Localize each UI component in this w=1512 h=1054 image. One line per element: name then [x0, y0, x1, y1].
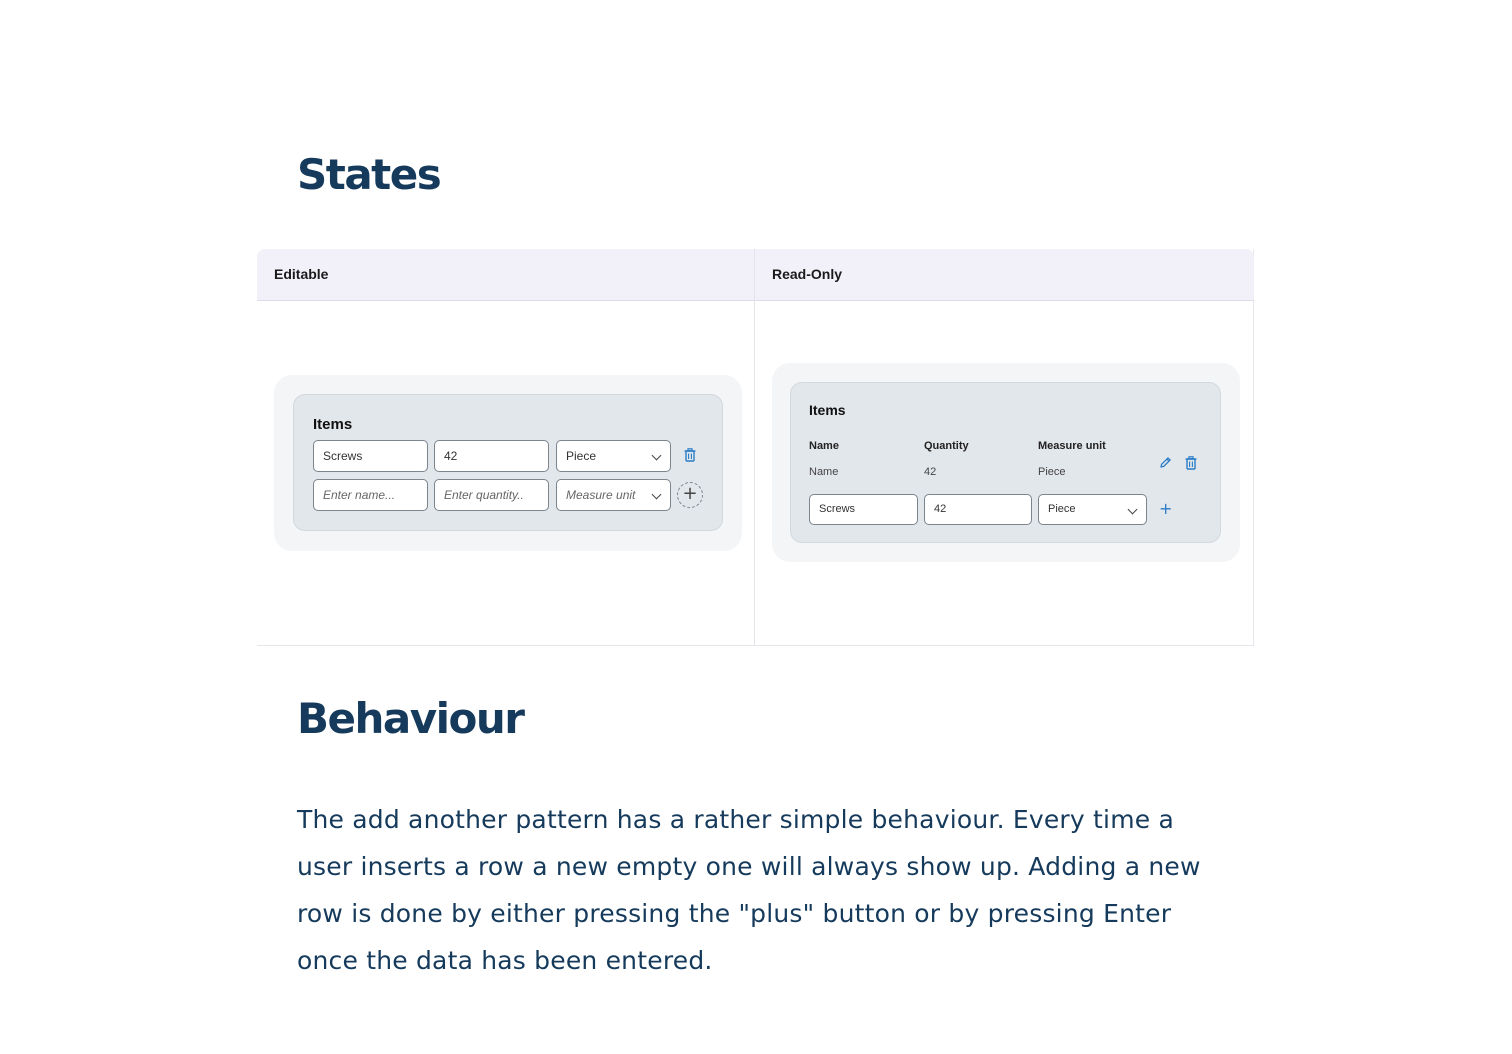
name-value: Name — [809, 466, 839, 478]
trash-icon[interactable] — [1185, 456, 1197, 475]
name-field[interactable]: Screws — [313, 440, 428, 472]
table-header-row — [257, 249, 1254, 301]
behaviour-description: The add another pattern has a rather simple behaviour. Every time a user inserts a row a new empty one will always show up. Adding a new row is done by either pressing the "plus" button or by pressing Enter once the data has been entered. — [297, 805, 1201, 975]
measure-unit-select[interactable] — [556, 440, 671, 472]
items-title: Items — [809, 402, 846, 418]
pencil-icon[interactable] — [1159, 456, 1172, 474]
measure-unit-select-empty[interactable] — [556, 479, 671, 511]
chevron-down-icon — [652, 490, 662, 500]
name-column-label: Name — [809, 440, 839, 452]
editable-example-card — [274, 375, 742, 551]
items-title: Items — [313, 416, 353, 433]
editable-items-panel — [293, 394, 723, 531]
name-field[interactable]: Screws — [809, 494, 918, 525]
measure-unit-select[interactable] — [1038, 494, 1147, 525]
quantity-field[interactable]: 42 — [924, 494, 1032, 525]
plus-circle-icon[interactable]: + — [677, 482, 703, 508]
quantity-column-label: Quantity — [924, 440, 969, 452]
behaviour-heading: Behaviour — [297, 694, 524, 743]
quantity-value: 42 — [924, 466, 937, 478]
readonly-items-panel — [790, 382, 1221, 543]
name-input-empty[interactable]: Enter name... — [313, 479, 428, 511]
measure-unit-value: Piece — [1038, 466, 1066, 478]
measure-unit-column-label: Measure unit — [1038, 440, 1106, 452]
measure-unit-value: Piece — [1048, 503, 1076, 515]
plus-icon[interactable]: + — [1159, 499, 1173, 518]
readonly-example-card — [772, 363, 1240, 562]
column-header-readonly: Read-Only — [772, 266, 843, 282]
chevron-down-icon — [1128, 505, 1138, 515]
column-header-editable: Editable — [274, 266, 329, 282]
trash-icon[interactable] — [684, 448, 696, 467]
states-heading: States — [297, 150, 441, 199]
quantity-input-empty[interactable]: Enter quantity.. — [434, 479, 549, 511]
column-divider — [754, 249, 755, 646]
measure-unit-value: Piece — [566, 449, 597, 463]
states-table — [257, 249, 1254, 646]
measure-unit-placeholder: Measure unit — [566, 488, 636, 502]
chevron-down-icon — [652, 451, 662, 461]
quantity-field[interactable]: 42 — [434, 440, 549, 472]
